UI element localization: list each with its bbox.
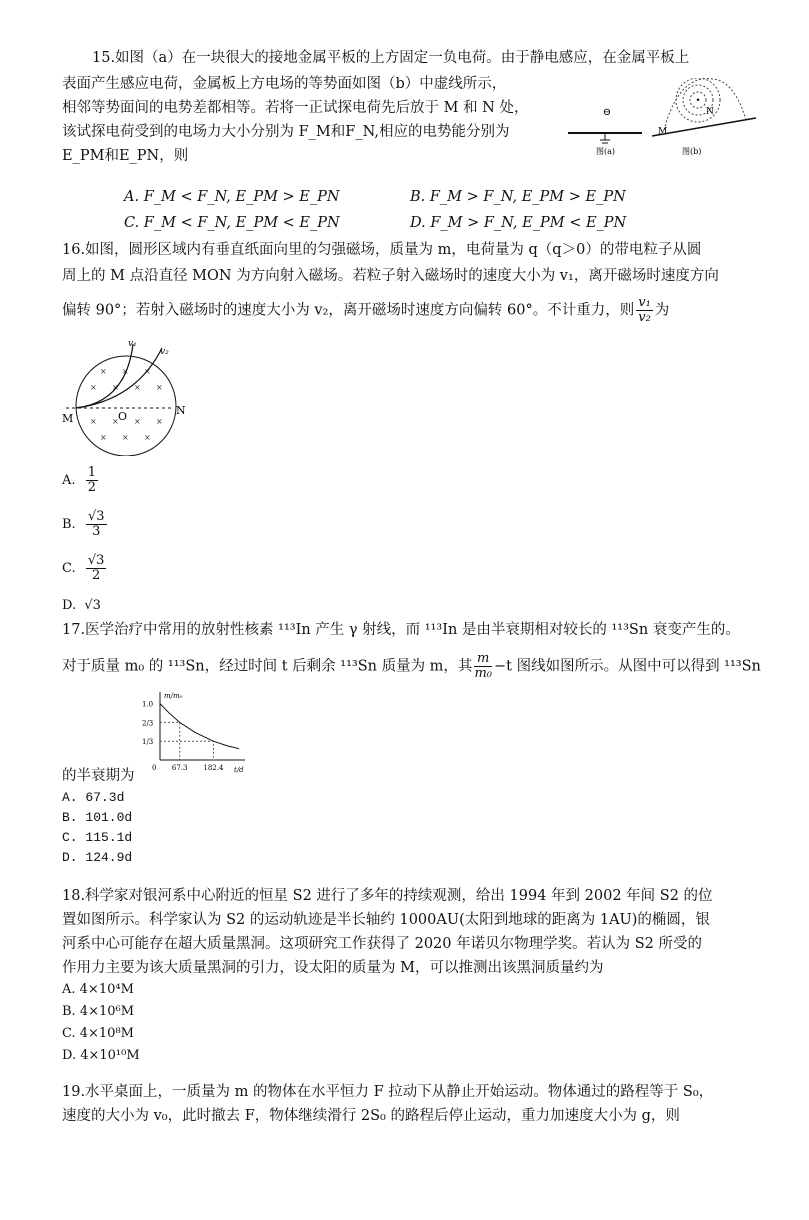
q17-decay-chart xyxy=(140,686,252,776)
svg-text:×: × xyxy=(156,383,163,392)
q16-option-d: D. √3 xyxy=(62,598,101,613)
svg-text:×: × xyxy=(90,417,97,426)
svg-text:×: × xyxy=(100,367,107,376)
svg-text:×: × xyxy=(144,433,151,442)
svg-text:×: × xyxy=(100,433,107,442)
x-tick-label: 0 xyxy=(152,764,157,772)
q15-line5: E_PM和E_PN，则 xyxy=(62,148,189,164)
q18-option-d: D. 4×10¹⁰M xyxy=(62,1048,140,1063)
q15-line3: 相邻等势面间的电势差都相等。若将一正试探电荷先后放于 M 和 N 处， xyxy=(62,100,529,116)
trajectory-v2 xyxy=(76,348,162,408)
fig-a-caption: 图(a) xyxy=(596,147,616,156)
charge-icon: • xyxy=(695,96,701,105)
q15-line2: 表面产生感应电荷，金属板上方电场的等势面如图（b）中虚线所示， xyxy=(62,76,507,92)
q19-line1: 19.水平桌面上，一质量为 m 的物体在水平恒力 F 拉动下从静止开始运动。物体通过的路程等于 S₀， xyxy=(62,1084,714,1100)
q18-option-c: C. 4×10⁸M xyxy=(62,1026,134,1041)
fig-b-caption: 图(b) xyxy=(682,147,702,156)
y-tick-label: 1/3 xyxy=(142,738,154,747)
q16-option-b: B. $\frac{√3}{3}$ xyxy=(62,509,105,539)
q18-line1: 18.科学家对银河系中心附近的恒星 S2 进行了多年的持续观测，给出 1994 年到 2002 年间 S2 的位 xyxy=(62,888,713,904)
svg-text:×: × xyxy=(112,417,119,426)
y-tick-label: 2/3 xyxy=(142,719,154,728)
y-axis-label: m/m₀ xyxy=(164,692,183,700)
q15-line4: 该试探电荷受到的电场力大小分别为 F_M和F_N,相应的电势能分别为 xyxy=(62,124,510,140)
label-m: M xyxy=(62,412,74,425)
x-tick-label: 67.3 xyxy=(171,764,188,772)
q16-line1: 16.如图，圆形区域内有垂直纸面向里的匀强磁场，质量为 m，电荷量为 q（q＞0）的带电粒子从圆 xyxy=(62,242,702,258)
q17-option-d: D. 124.9d xyxy=(62,850,133,865)
svg-text:×: × xyxy=(156,417,163,426)
x-axis-label: t/d xyxy=(234,766,244,774)
x-tick-label: 182.4 xyxy=(203,764,224,772)
q19-line2: 速度的大小为 v₀，此时撤去 F，物体继续滑行 2S₀ 的路程后停止运动，重力加速度大小为 g，则 xyxy=(62,1108,680,1124)
q18-line4: 作用力主要为该大质量黑洞的引力，设太阳的质量为 M，可以推测出该黑洞质量约为 xyxy=(62,960,604,976)
q16-line3: 偏转 90°；若射入磁场时的速度大小为 v₂，离开磁场时速度方向偏转 60°。不计重力，则 $\frac{\text{v₁}}{\text{v₂}}$ 为 xyxy=(62,295,670,325)
q18-line2: 置如图所示。科学家认为 S2 的运动轨迹是半长轴约 1000AU(太阳到地球的距离为 1AU)的椭圆，银 xyxy=(62,912,710,928)
q17-line1: 17.医学治疗中常用的放射性核素 ¹¹³In 产生 γ 射线，而 ¹¹³In 是由半衰期相对较长的 ¹¹³Sn 衰变产生的。 xyxy=(62,622,740,638)
svg-text:×: × xyxy=(134,417,141,426)
q18-line3: 河系中心可能存在超大质量黑洞。这项研究工作获得了 2020 年诺贝尔物理学奖。若认为 S2 所受的 xyxy=(62,936,702,952)
q17-option-a: A. 67.3d xyxy=(62,790,125,805)
v1-over-v2-fraction: $\frac{\text{v₁}}{\text{v₂}}$ xyxy=(638,295,651,325)
q18-option-b: B. 4×10⁶M xyxy=(62,1004,135,1019)
svg-text:×: × xyxy=(122,367,129,376)
trajectory-v1 xyxy=(76,344,133,408)
q15-option-d: D. F_M > F_N, E_PM < E_PN xyxy=(410,215,627,231)
q16-figure xyxy=(60,336,195,456)
label-v1: v₁ xyxy=(128,339,137,349)
chart-guides xyxy=(160,722,213,760)
y-tick-label: 1.0 xyxy=(142,700,154,709)
q17-line2: 对于质量 m₀ 的 ¹¹³Sn，经过时间 t 后剩余 ¹¹³Sn 质量为 m，其 $\frac{m}{\text{m₀}}$ −t 图线如图所示。从图中可以得到 ¹¹³Sn xyxy=(62,651,761,681)
q16-line2: 周上的 M 点沿直径 MON 为方向射入磁场。若粒子射入磁场时的速度大小为 v₁，离开磁场时速度方向 xyxy=(62,268,719,284)
q15-option-c: C. F_M < F_N, E_PM < E_PN xyxy=(124,215,340,231)
q17-line3: 的半衰期为 xyxy=(62,768,135,784)
label-v2: v₂ xyxy=(160,347,169,357)
chart-ticks xyxy=(142,701,224,772)
svg-text:×: × xyxy=(112,383,119,392)
q18-option-a: A. 4×10⁴M xyxy=(62,982,134,997)
negative-charge-icon: ⊖ xyxy=(602,107,612,118)
m-over-m0-fraction: $\frac{m}{\text{m₀}}$ xyxy=(474,651,492,681)
q15-option-b: B. F_M > F_N, E_PM > E_PN xyxy=(410,189,626,205)
q17-option-b: B. 101.0d xyxy=(62,810,133,825)
decay-curve xyxy=(160,704,239,749)
q15-figure xyxy=(560,78,760,158)
fig-b-label-n: N xyxy=(706,107,714,117)
q17-option-c: C. 115.1d xyxy=(62,830,133,845)
q16-option-c: C. $\frac{√3}{2}$ xyxy=(62,553,105,583)
q15-option-a: A. F_M < F_N, E_PM > E_PN xyxy=(124,189,340,205)
guide-line xyxy=(160,741,213,760)
field-cross-marks xyxy=(90,367,163,442)
label-n: N xyxy=(176,404,186,417)
label-o: O xyxy=(118,410,128,423)
svg-text:×: × xyxy=(90,383,97,392)
svg-text:×: × xyxy=(144,367,151,376)
fig-b-label-m: M xyxy=(658,127,668,137)
svg-text:×: × xyxy=(134,383,141,392)
q16-option-a: A. $\frac{1}{2}$ xyxy=(62,465,97,495)
q15-line1: 15.如图（a）在一块很大的接地金属平板的上方固定一负电荷。由于静电感应，在金属平板上 xyxy=(92,50,690,66)
svg-text:×: × xyxy=(122,433,129,442)
